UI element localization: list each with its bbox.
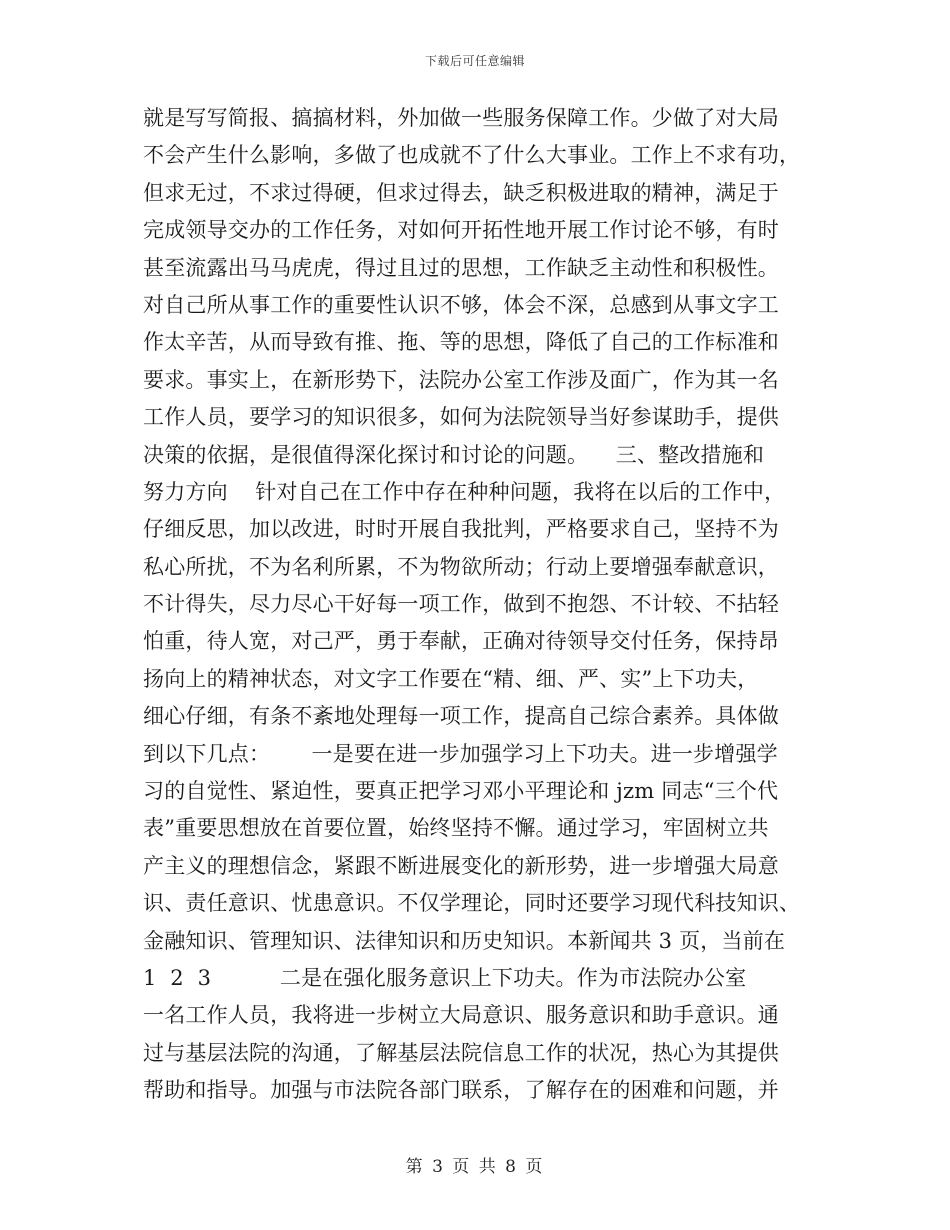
- text-line: 要求。事实上，在新形势下，法院办公室工作涉及面广，作为其一名: [143, 367, 779, 392]
- text-line: 私心所扰，不为名利所累，不为物欲所动；行动上要增强奉献意识，: [143, 554, 779, 579]
- text-line: 仔细反思，加以改进，时时开展自我批判，严格要求自己，坚持不为: [143, 517, 779, 542]
- text-line: 工作人员，要学习的知识很多，如何为法院领导当好参谋助手，提供: [143, 405, 779, 430]
- text-line: 金融知识、管理知识、法律知识和历史知识。本新闻共 3 页，当前在: [143, 928, 786, 953]
- text-line: 一名工作人员，我将进一步树立大局意识、服务意识和助手意识。通: [143, 1003, 779, 1028]
- text-line: 扬向上的精神状态，对文字工作要在“精、细、严、实”上下功夫，: [143, 666, 759, 691]
- text-line: 帮助和指导。加强与市法院各部门联系，了解存在的困难和问题，并: [143, 1078, 779, 1103]
- text-line: 表”重要思想放在首要位置，始终坚持不懈。通过学习，牢固树立共: [143, 816, 769, 841]
- text-line: 甚至流露出马马虎虎，得过且过的思想，工作缺乏主动性和积极性。: [143, 255, 779, 280]
- text-line: 不会产生什么影响，多做了也成就不了什么大事业。工作上不求有功，: [143, 143, 801, 168]
- text-line: 过与基层法院的沟通，了解基层法院信息工作的状况，热心为其提供: [143, 1040, 779, 1065]
- text-line: 到以下几点： 一是要在进一步加强学习上下功夫。进一步增强学: [143, 741, 778, 766]
- text-line: 但求无过，不求过得硬，但求过得去，缺乏积极进取的精神，满足于: [143, 180, 779, 205]
- page-header: 下载后可任意编辑: [424, 54, 525, 68]
- text-line: 作太辛苦，从而导致有推、拖、等的思想，降低了自己的工作标准和: [143, 330, 779, 355]
- text-line: 对自己所从事工作的重要性认识不够，体会不深，总感到从事文字工: [143, 292, 779, 317]
- text-line: 决策的依据，是很值得深化探讨和讨论的问题。 三、整改措施和: [143, 442, 765, 467]
- text-line: 不计得失，尽力尽心干好每一项工作，做到不抱怨、不计较、不拈轻: [143, 592, 779, 617]
- page-footer: 第 3 页 共 8 页: [405, 1157, 545, 1177]
- text-line: 识、责任意识、忧患意识。不仅学理论，同时还要学习现代科技知识、: [143, 891, 801, 916]
- text-line: 1 2 3 二是在强化服务意识上下功夫。作为市法院办公室: [143, 965, 747, 990]
- text-line: 就是写写简报、搞搞材料，外加做一些服务保障工作。少做了对大局: [143, 106, 779, 130]
- text-line: 完成领导交办的工作任务，对如何开拓性地开展工作讨论不够，有时: [143, 218, 779, 243]
- text-line: 细心仔细，有条不紊地处理每一项工作，提高自己综合素养。具体做: [143, 704, 779, 729]
- text-line: 习的自觉性、紧迫性，要真正把学习邓小平理论和 jzm 同志“三个代: [143, 779, 779, 804]
- text-line: 产主义的理想信念，紧跟不断进展变化的新形势，进一步增强大局意: [143, 853, 779, 878]
- text-line: 怕重，待人宽，对己严，勇于奉献，正确对待领导交付任务，保持昂: [143, 629, 779, 654]
- body-text: [143, 100, 807, 1110]
- text-line: 努力方向 针对自己在工作中存在种种问题，我将在以后的工作中，: [143, 479, 786, 504]
